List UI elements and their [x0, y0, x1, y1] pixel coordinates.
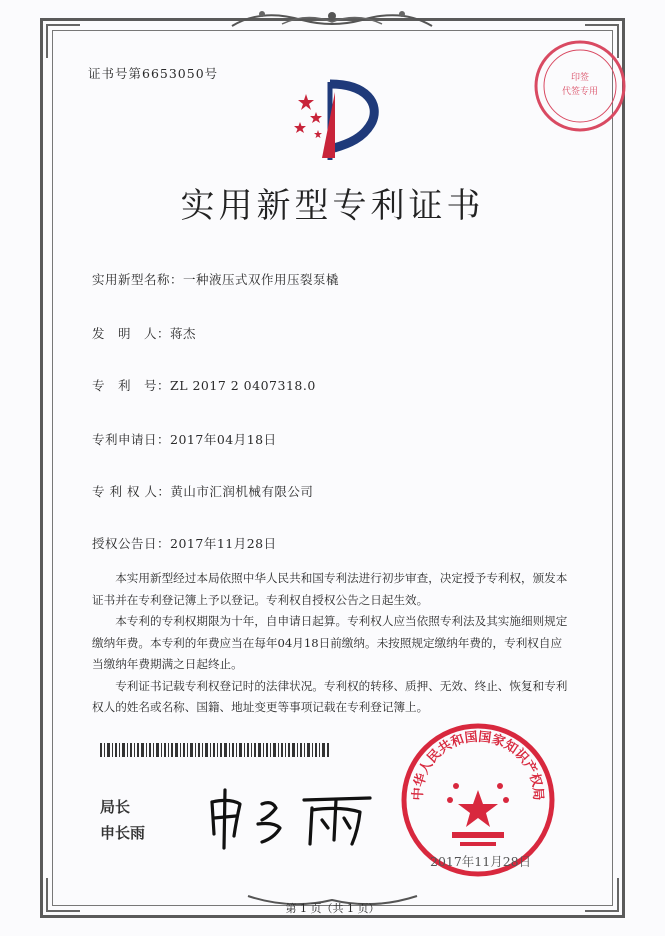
director-name: 申长雨 [100, 824, 146, 842]
inventor-label: 发 明 人： [92, 326, 171, 341]
page-number: 第 1 页（共 1 页） [285, 902, 380, 915]
certificate-body [92, 568, 570, 719]
barcode [100, 743, 330, 757]
patentee-row [92, 482, 313, 500]
body-paragraph: 本实用新型经过本局依照中华人民共和国专利法进行初步审查，决定授予专利权，颁发本证书并在专利登记簿上予以登记。专利权自授权公告之日起生效。 [92, 571, 568, 607]
patent-office-logo [292, 74, 382, 164]
corner-ornament [46, 24, 80, 58]
patent-number-row [92, 376, 316, 394]
application-date-value: 2017年04月18日 [170, 432, 277, 447]
application-date-row [92, 430, 277, 448]
body-paragraph: 本专利的专利权期限为十年，自申请日起算。专利权人应当依照专利法及其实施细则规定缴纳年费。本专利的年费应当在每年04月18日前缴纳。未按照规定缴纳年费的，专利权自应当缴纳年费期满之日起终止。 [92, 614, 568, 671]
patent-number-value: ZL 2017 2 0407318.0 [170, 378, 316, 393]
top-seal [530, 36, 630, 136]
grant-date-label: 授权公告日： [92, 536, 171, 551]
svg-text:中华人民共和国国家知识产权局: 中华人民共和国国家知识产权局 [410, 729, 546, 801]
inventor-value: 蒋杰 [170, 326, 197, 341]
director-title: 局长 [100, 798, 131, 816]
patent-number-label: 专 利 号： [92, 378, 171, 393]
seal-date: 2017年11月28日 [430, 854, 532, 869]
application-date-label: 专利申请日： [92, 432, 171, 447]
svg-text:代签专用: 代签专用 [561, 87, 599, 97]
handwritten-signature [200, 782, 390, 854]
certificate-number: 证书号第6653050号 [88, 66, 219, 81]
body-paragraph: 专利证书记载专利权登记时的法律状况。专利权的转移、质押、无效、终止、恢复和专利权人的姓名或名称、国籍、地址变更等事项记载在专利登记簿上。 [92, 678, 568, 714]
utility-model-name-row [92, 270, 339, 288]
utility-model-name-value: 一种液压式双作用压裂泵橇 [183, 272, 340, 287]
grant-date-row [92, 534, 277, 552]
certificate-title: 实用新型专利证书 [180, 186, 485, 226]
grant-date-value: 2017年11月28日 [170, 536, 277, 551]
patentee-value: 黄山市汇润机械有限公司 [170, 484, 314, 499]
top-ornament [222, 6, 442, 32]
svg-text:印签: 印签 [570, 73, 590, 83]
patentee-label: 专 利 权 人： [92, 484, 171, 499]
utility-model-name-label: 实用新型名称： [92, 272, 184, 287]
inventor-row [92, 324, 196, 342]
